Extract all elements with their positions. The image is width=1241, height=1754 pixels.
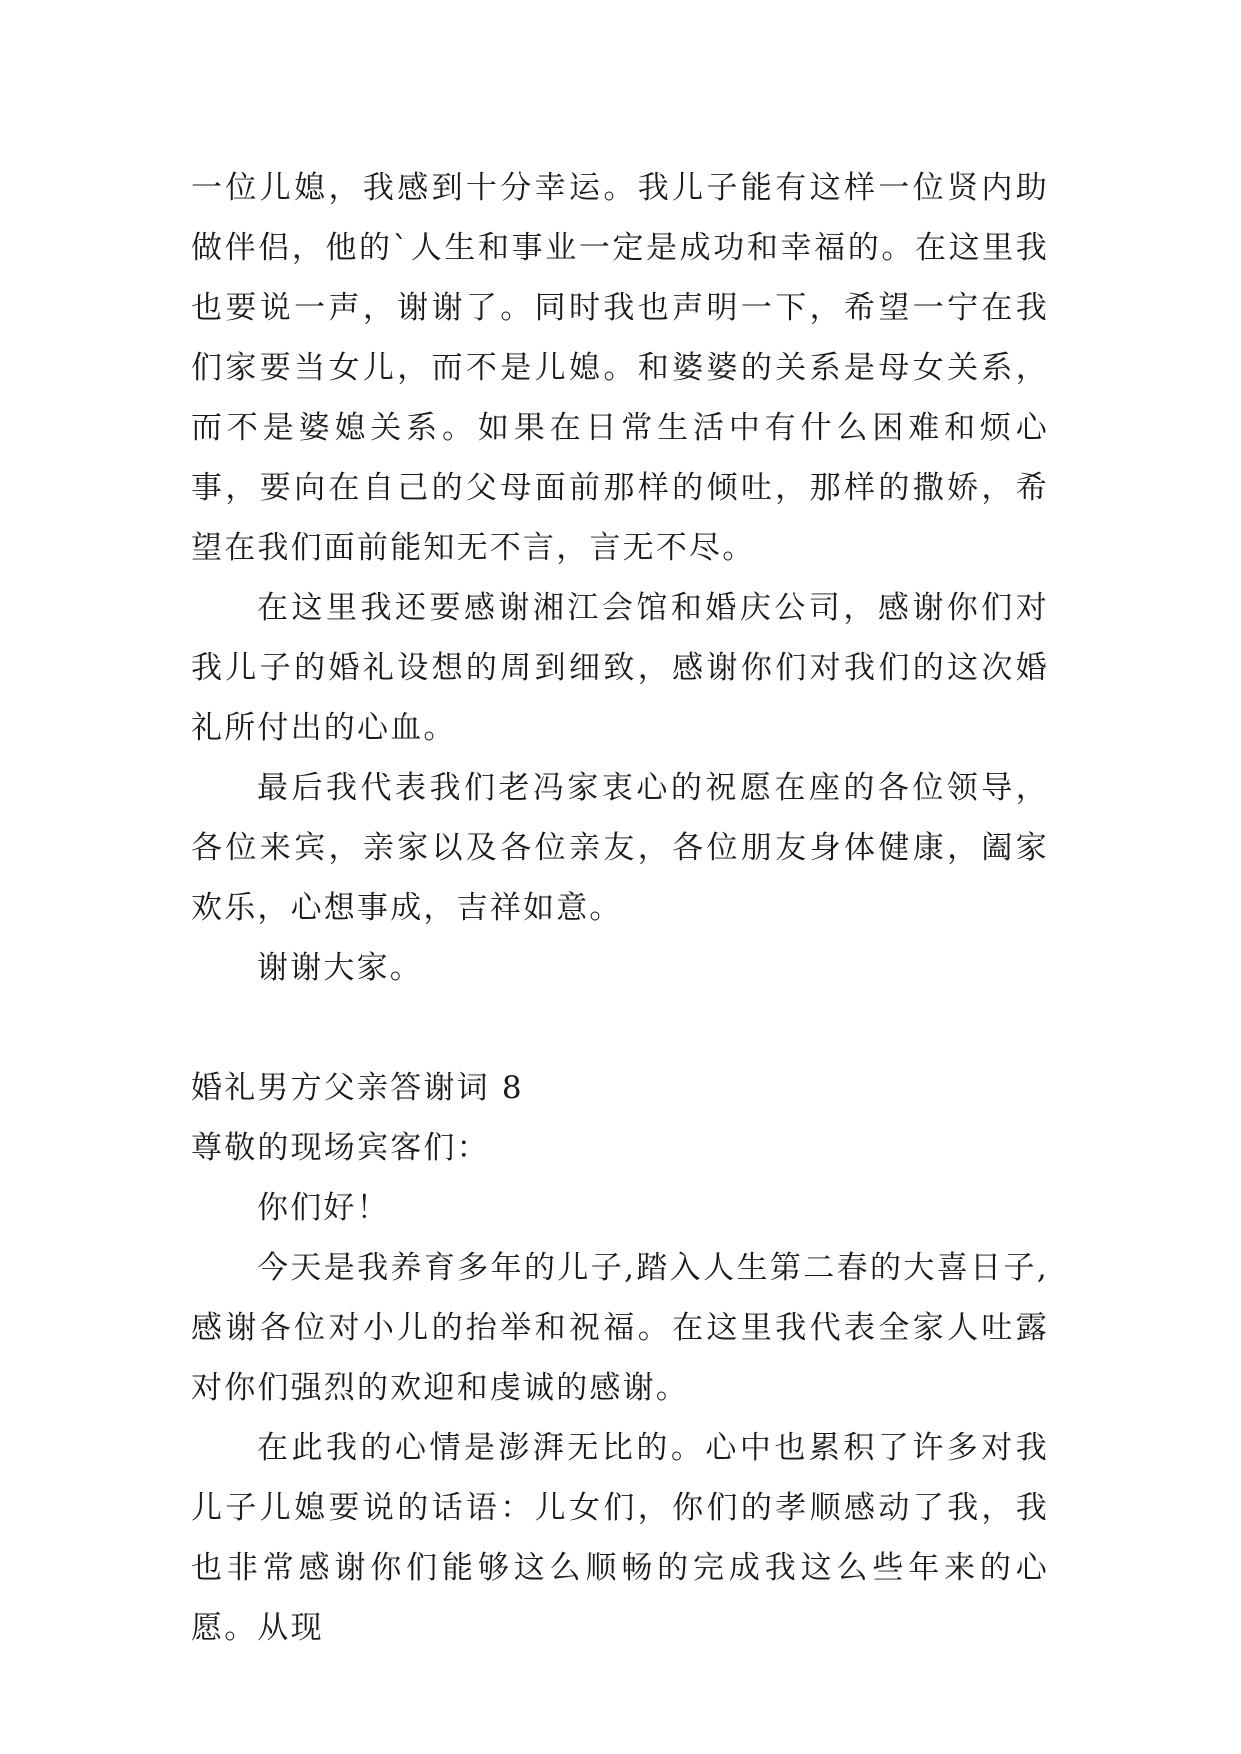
paragraph-thank-you: 谢谢大家。 xyxy=(257,950,423,986)
document-body xyxy=(191,158,1049,1658)
paragraph-closing-wishes: 最后我代表我们老冯家衷心的祝愿在座的各位领导，各位来宾，亲家以及各位亲友，各位朋友身体健康，阖家欢乐，心想事成，吉祥如意。 xyxy=(191,770,1049,926)
paragraph-feelings: 在此我的心情是澎湃无比的。心中也累积了许多对我儿子儿媳要说的话语：儿女们，你们的孝顺感动了我，我也非常感谢你们能够这么顺畅的完成我这么些年来的心愿。从现 xyxy=(191,1430,1049,1646)
paragraph-thanks-venue: 在这里我还要感谢湘江会馆和婚庆公司，感谢你们对我儿子的婚礼设想的周到细致，感谢你们对我们的这次婚礼所付出的心血。 xyxy=(191,590,1049,746)
paragraph-opening: 今天是我养育多年的儿子,踏入人生第二春的大喜日子,感谢各位对小儿的抬举和祝福。在这里我代表全家人吐露对你们强烈的欢迎和虔诚的感谢。 xyxy=(191,1250,1049,1406)
section-title: 婚礼男方父亲答谢词 8 xyxy=(191,1070,524,1106)
section-spacer xyxy=(191,998,1049,1058)
greeting: 你们好！ xyxy=(257,1190,390,1226)
paragraph-continued: 一位儿媳，我感到十分幸运。我儿子能有这样一位贤内助做伴侣，他的`人生和事业一定是成功和幸福的。在这里我也要说一声，谢谢了。同时我也声明一下，希望一宁在我们家要当女儿，而不是儿媳。和婆婆的关系是母女关系，而不是婆媳关系。如果在日常生活中有什么困难和烦心事，要向在自己的父母面前那样的倾吐，那样的撒娇，希望在我们面前能知无不言，言无不尽。 xyxy=(191,170,1049,566)
salutation: 尊敬的现场宾客们： xyxy=(191,1130,490,1166)
